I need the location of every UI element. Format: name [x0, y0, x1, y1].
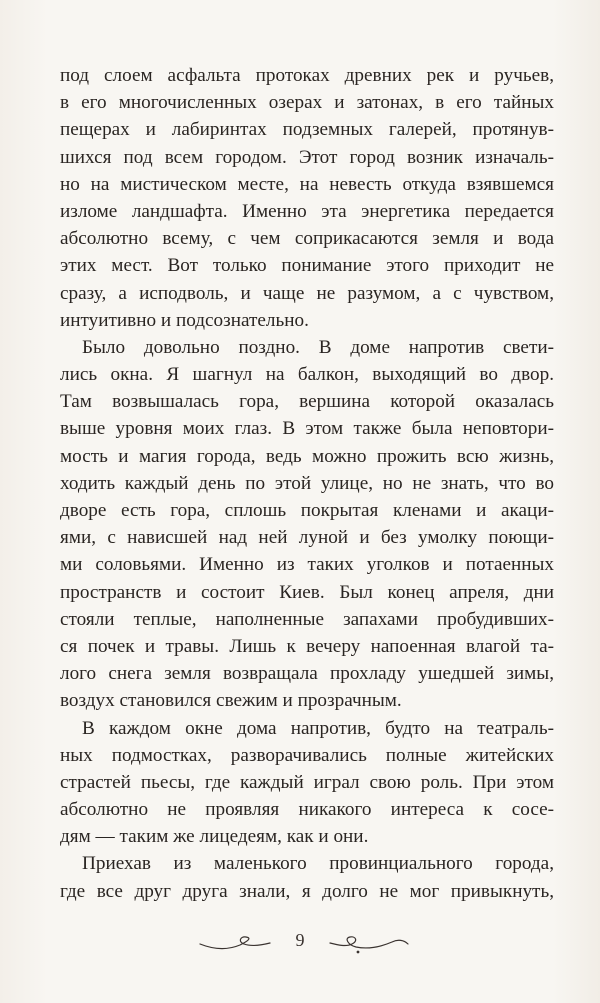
text-line: ных подмостках, разворачивались полные житейских: [60, 744, 554, 766]
text-line: ями, с нависшей над ней луной и без умолку поющи-: [60, 527, 554, 549]
text-line: воздух становился свежим и прозрачным.: [60, 690, 402, 712]
text-line: В каждом окне дома напротив, будто на театраль-: [82, 717, 554, 739]
text-line: сразу, а исподволь, и чаще не разумом, а с чувством,: [60, 282, 554, 304]
text-line: Было довольно поздно. В доме напротив свети-: [82, 336, 554, 358]
text-line: пещерах и лабиринтах подземных галерей, протянув-: [60, 119, 554, 141]
text-line: Там возвышалась гора, вершина которой оказалась: [60, 391, 554, 413]
text-line: дворе есть гора, сплошь покрытая кленами и акаци-: [60, 500, 554, 521]
body-text: [60, 62, 554, 905]
text-line: дям — таким же лицедеям, как и они.: [60, 826, 369, 848]
text-line: Приехав из маленького провинциального города,: [82, 853, 554, 875]
text-line: стояли теплые, наполненные запахами пробудивших-: [60, 608, 554, 630]
text-line: страстей пьесы, где каждый играл свою роль. При этом: [60, 771, 554, 793]
text-line: лого снега земля возвращала прохладу ушедшей зимы,: [60, 663, 554, 685]
text-line: ходить каждый день по этой улице, но не знать, что во: [60, 472, 554, 494]
page-number: 9: [295, 930, 305, 950]
text-line: но на мистическом месте, на невесть откуда взявшемся: [60, 173, 554, 195]
text-line: шихся под всем городом. Этот город возник изначаль-: [60, 146, 554, 168]
text-line: интуитивно и подсознательно.: [60, 309, 309, 331]
text-line: пространств и состоит Киев. Был конец апреля, дни: [60, 581, 554, 603]
text-line: выше уровня моих глаз. В этом также была неповтори-: [60, 418, 554, 440]
text-line: ся почек и травы. Лишь к вечеру напоенная влагой та-: [60, 635, 554, 657]
text-line: абсолютно всему, с чем соприкасаются земля и вода: [60, 228, 554, 250]
text-line: под слоем асфальта протоках древних рек и ручьев,: [60, 65, 554, 86]
text-line: в его многочисленных озерах и затонах, в его тайных: [60, 92, 554, 114]
text-line: где все друг друга знали, я долго не мог привыкнуть,: [60, 880, 554, 902]
text-line: абсолютно не проявляя никакого интереса к сосе-: [60, 799, 554, 821]
text-line: ми соловьями. Именно из таких уголков и потаенных: [60, 554, 554, 576]
text-line: лись окна. Я шагнул на балкон, выходящий во двор.: [60, 364, 554, 386]
text-line: изломе ландшафта. Именно эта энергетика передается: [60, 200, 554, 222]
text-line: мость и магия города, ведь можно прожить всю жизнь,: [60, 445, 554, 467]
text-line: этих мест. Вот только понимание этого приходит не: [60, 255, 554, 277]
